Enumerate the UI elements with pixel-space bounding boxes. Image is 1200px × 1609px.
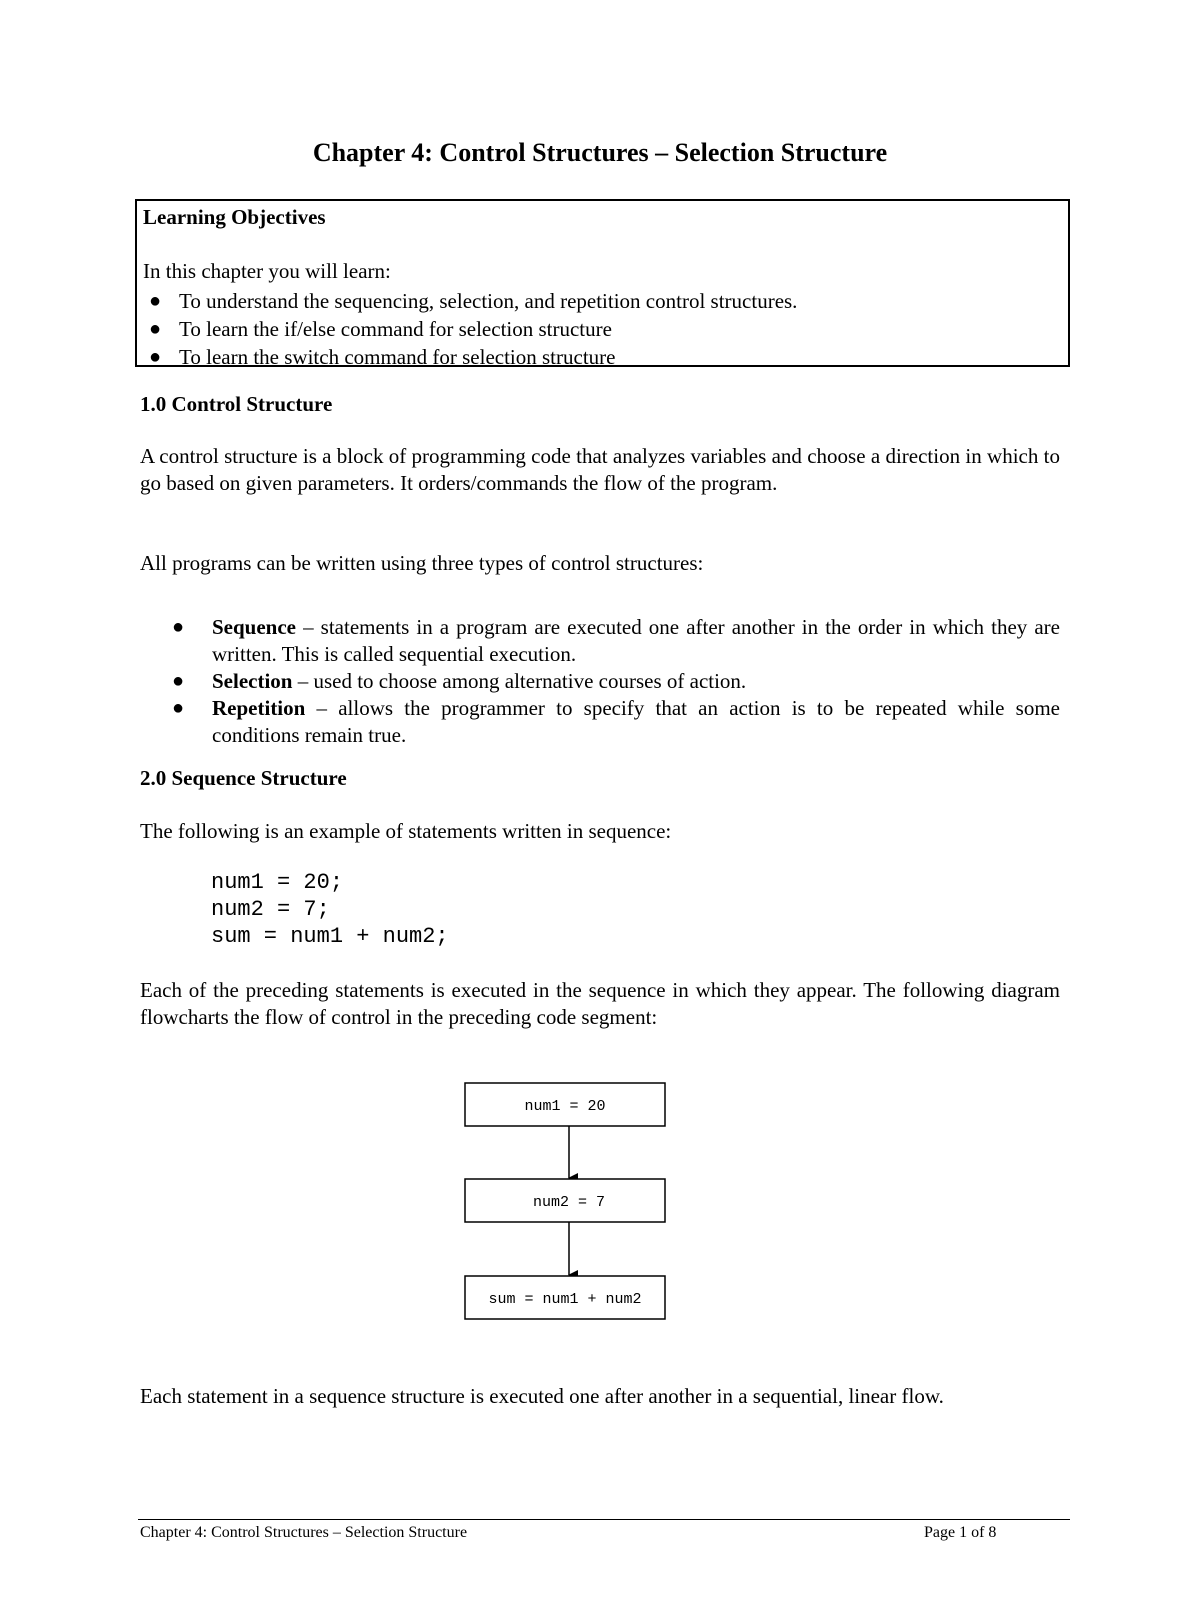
flowchart-box-label: num2 = 7 — [532, 1194, 606, 1211]
section-heading-sequence-structure: 2.0 Sequence Structure — [140, 766, 347, 790]
bullet-icon: ● — [172, 616, 185, 638]
page-title: Chapter 4: Control Structures – Selection Structure — [312, 138, 888, 167]
bullet-icon: ● — [172, 670, 185, 692]
type-term: Selection — [212, 669, 293, 693]
type-description: – allows the programmer to specify that an action is to be repeated while some conditions remain true. — [212, 696, 1060, 747]
paragraph-sequence-intro: The following is an example of statements written in sequence: — [140, 819, 672, 843]
paragraph-sequence-summary: Each statement in a sequence structure is executed one after another in a sequential, linear flow. — [140, 1384, 944, 1408]
type-term: Repetition — [212, 696, 306, 720]
objective-text: To learn the switch command for selection structure — [179, 345, 616, 369]
objective-text: To learn the if/else command for selection structure — [179, 317, 612, 341]
flowchart-box-label: sum = num1 + num2 — [488, 1291, 642, 1308]
objectives-heading: Learning Objectives — [143, 205, 326, 229]
bullet-icon: ● — [149, 290, 162, 312]
bullet-icon: ● — [149, 346, 162, 368]
paragraph-sequence-explanation: Each of the preceding statements is executed in the sequence in which they appear. The following diagram flowcharts the flow of control in the preceding code segment: — [140, 978, 1060, 1029]
objectives-intro: In this chapter you will learn: — [143, 259, 391, 283]
type-description: – used to choose among alternative courses of action. — [292, 669, 747, 693]
footer-divider — [138, 1519, 1070, 1520]
paragraph-three-types: All programs can be written using three types of control structures: — [140, 551, 704, 575]
objective-text: To understand the sequencing, selection, and repetition control structures. — [179, 289, 798, 313]
bullet-icon: ● — [149, 318, 162, 340]
paragraph-control-structure-definition: A control structure is a block of programming code that analyzes variables and choose a direction in which to go based on given parameters. It orders/commands the flow of the program. — [140, 444, 1060, 495]
code-line: num1 = 20; — [211, 870, 344, 895]
type-term: Sequence — [212, 615, 296, 639]
code-line: num2 = 7; — [211, 897, 330, 922]
footer-chapter-title: Chapter 4: Control Structures – Selection Structure — [140, 1524, 468, 1541]
bullet-icon: ● — [172, 697, 185, 719]
section-heading-control-structure: 1.0 Control Structure — [140, 392, 333, 416]
footer-page-number: Page 1 of 8 — [924, 1524, 997, 1541]
type-description: – statements in a program are executed one after another in the order in which they are written. This is called sequential execution. — [212, 615, 1060, 666]
code-line: sum = num1 + num2; — [211, 924, 449, 949]
flowchart-box-label: num1 = 20 — [524, 1098, 606, 1115]
